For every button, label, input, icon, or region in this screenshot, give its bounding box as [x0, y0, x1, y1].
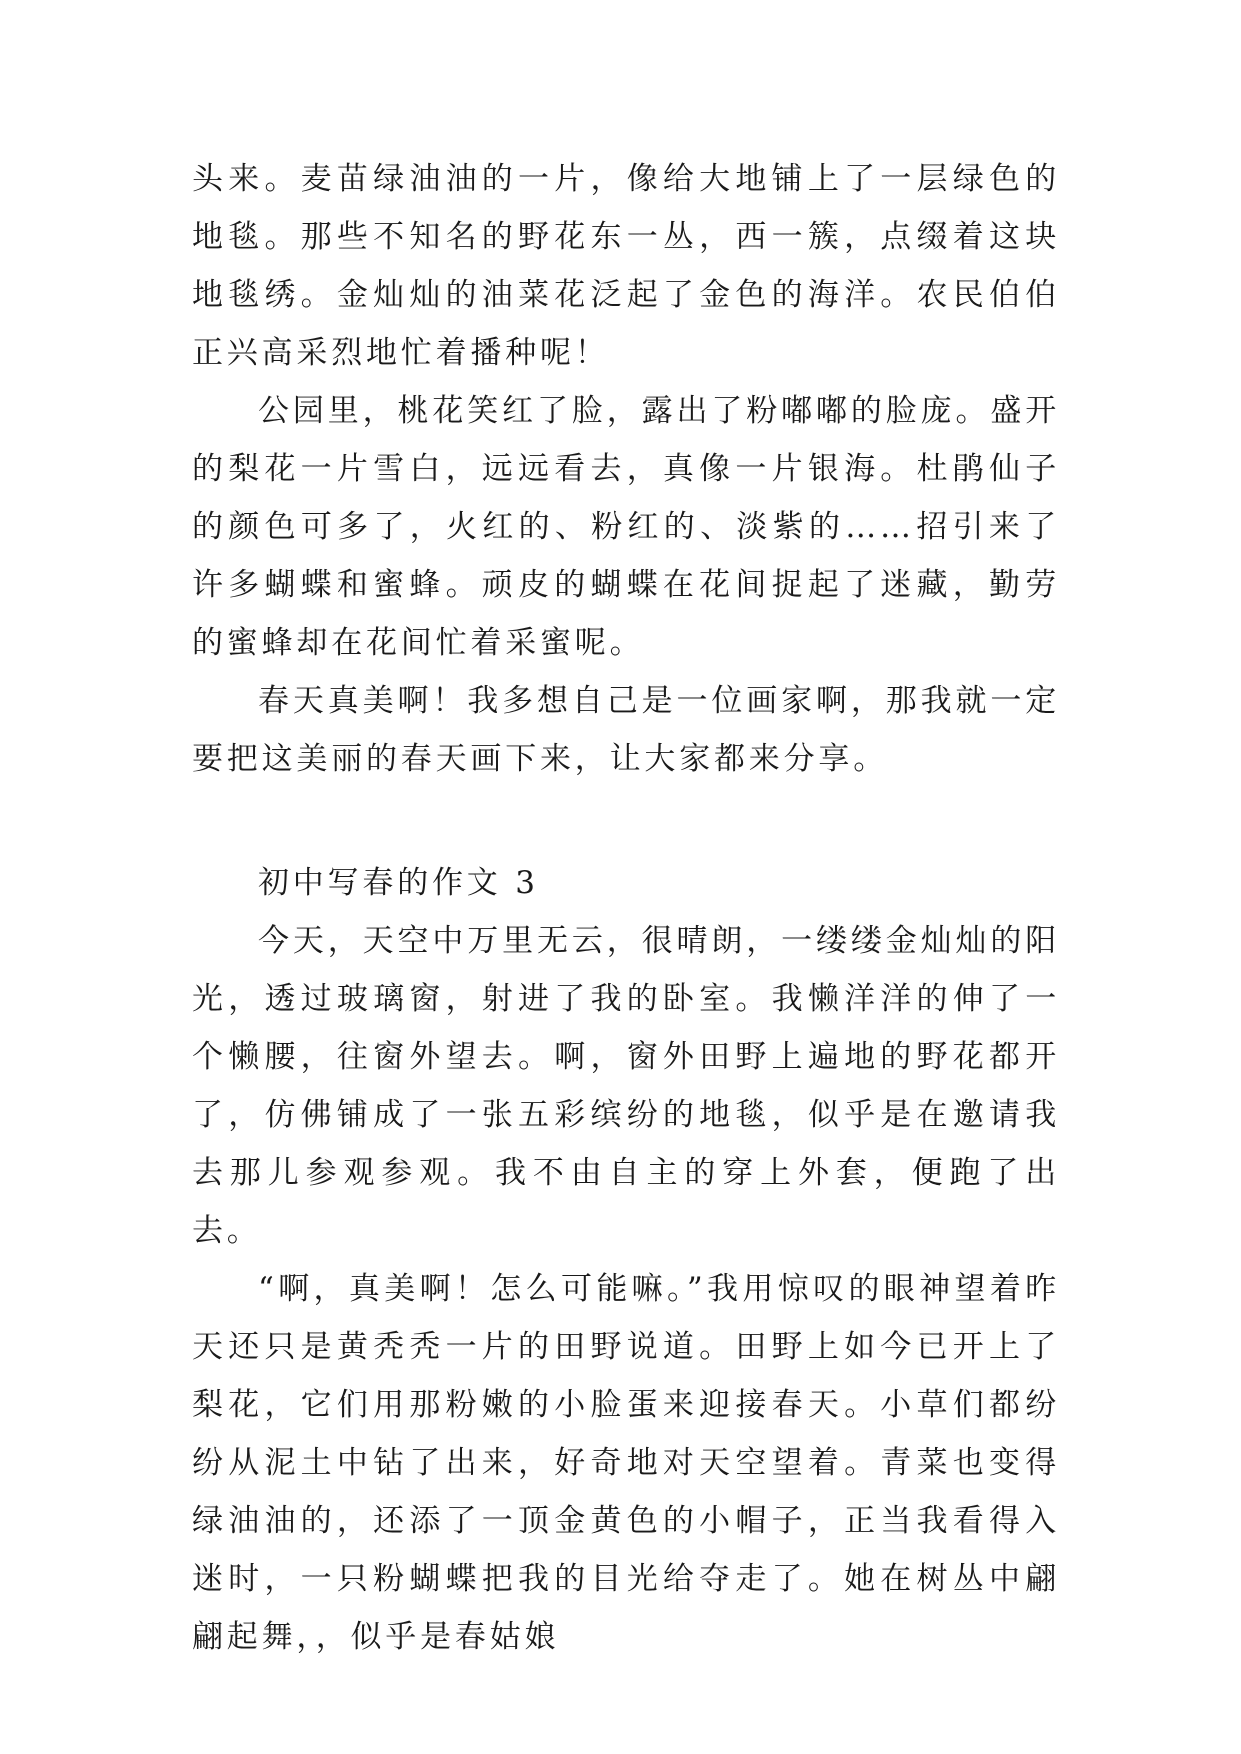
paragraph-field: “啊，真美啊！怎么可能嘛。”我用惊叹的眼神望着昨天还只是黄秃秃一片的田野说道。田野上如今已开上了梨花，它们用那粉嫩的小脸蛋来迎接春天。小草们都纷纷从泥土中钻了出来，好奇地对天空望着。青菜也变得绿油油的，还添了一顶金黄色的小帽子，正当我看得入迷时，一只粉蝴蝶把我的目光给夺走了。她在树丛中翩翩起舞，，似乎是春姑娘 [192, 1271, 1060, 1655]
section-spacer [192, 788, 1060, 854]
section-title: 初中写春的作文 3 [258, 865, 539, 901]
paragraph-conclusion: 春天真美啊！我多想自己是一位画家啊，那我就一定要把这美丽的春天画下来，让大家都来分享。 [192, 683, 1060, 777]
document-page [192, 150, 1060, 1666]
paragraph-park: 公园里，桃花笑红了脸，露出了粉嘟嘟的脸庞。盛开的梨花一片雪白，远远看去，真像一片银海。杜鹃仙子的颜色可多了，火红的、粉红的、淡紫的……招引来了许多蝴蝶和蜜蜂。顽皮的蝴蝶在花间捉起了迷藏，勤劳的蜜蜂却在花间忙着采蜜呢。 [192, 393, 1060, 661]
paragraph-continuation: 头来。麦苗绿油油的一片，像给大地铺上了一层绿色的地毯。那些不知名的野花东一丛，西一簇，点缀着这块地毯绣。金灿灿的油菜花泛起了金色的海洋。农民伯伯正兴高采烈地忙着播种呢！ [192, 161, 1060, 371]
paragraph-morning: 今天，天空中万里无云，很晴朗，一缕缕金灿灿的阳光，透过玻璃窗，射进了我的卧室。我懒洋洋的伸了一个懒腰，往窗外望去。啊，窗外田野上遍地的野花都开了，仿佛铺成了一张五彩缤纷的地毯，似乎是在邀请我去那儿参观参观。我不由自主的穿上外套，便跑了出去。 [192, 923, 1060, 1249]
